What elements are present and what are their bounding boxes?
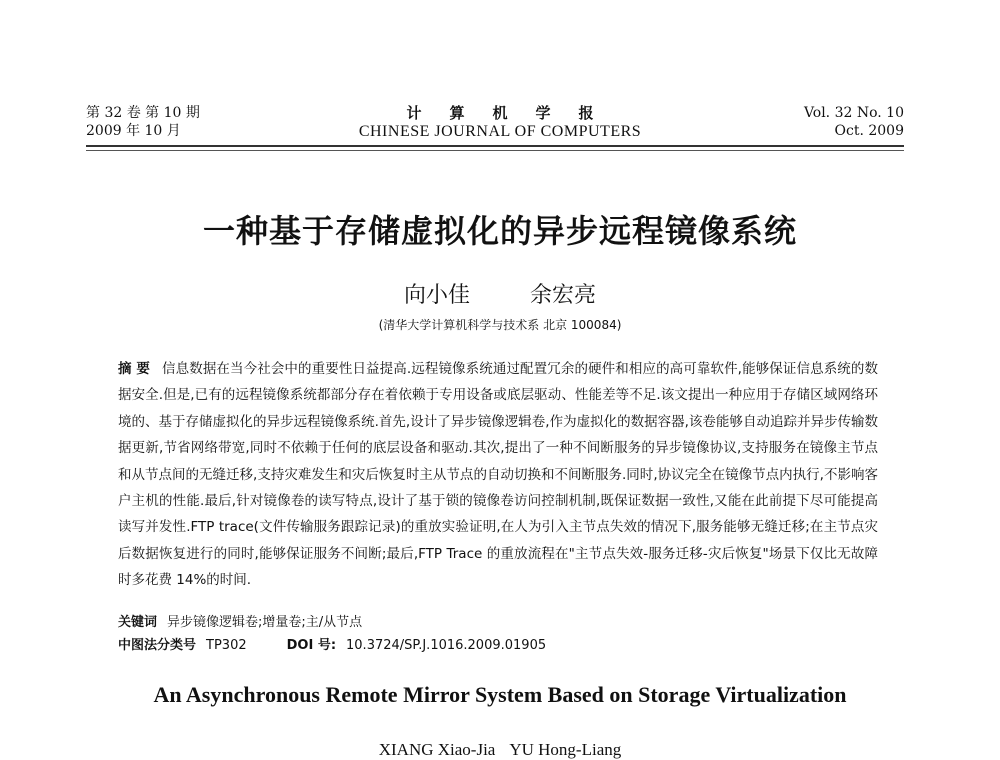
authors-en [0,740,1000,760]
header-rule-thin [86,150,904,151]
keywords [118,612,878,634]
date-cn: 2009 年 10 月 [86,123,181,139]
author-name-en: XIANG Xiao-Jia [378,740,496,759]
volume-issue-cn: 第 32 卷 第 10 期 [86,105,200,121]
classification [118,635,878,657]
classification-value: TP302 [206,638,247,653]
abstract-text: 信息数据在当今社会中的重要性日益提高.远程镜像系统通过配置冗余的硬件和相应的高可靠软件,能够保证信息系统的数据安全.但是,已有的远程镜像系统都部分存在着依赖于专用设备或底层驱动、性能差等不足.该文提出一种应用于存储区域网络环境的、基于存储虚拟化的异步远程镜像系统.首先,设计了异步镜像逻辑卷,作为虚拟化的数据容器,该卷能够自动追踪并异步传输数据更新,节省网络带宽,同时不依赖于任何的底层设备和驱动.其次,提出了一种不间断服务的异步镜像协议,支持服务在镜像主节点和从节点间的无缝迁移,支持灾难发生和灾后恢复时主从节点的自动切换和不间断服务.同时,协议完全在镜像节点内执行,不影响客户主机的性能.最后,针对镜像卷的读写特点,设计了基于锁的镜像卷访问控制机制,既保证数据一致性,又能在此前提下尽可能提高读写并发性.FTP trace(文件传输服务跟踪记录)的重放实验证明,在人为引入主节点失效的情况下,服务能够无缝迁移;在主节点灾后数据恢复进行的同时,能够保证服务不间断;最后,FTP Trace 的重放流程在"主节点失效-服务迁移-灾后恢复"场景下仅比无故障时多花费 14%的时间. [118,361,878,589]
keywords-label: 关键词 [118,615,158,630]
keywords-text: 异步镜像逻辑卷;增量卷;主/从节点 [167,615,363,630]
author-name-en: YU Hong-Liang [509,740,622,759]
doi [287,638,547,653]
authors-cn [0,278,1000,309]
issue-info-en [804,104,904,140]
affiliation-cn: (清华大学计算机科学与技术系 北京 100084) [378,318,622,332]
doi-label: DOI 号: [286,638,337,653]
abstract-cn [118,356,878,594]
author-name: 向小佳 [403,283,470,308]
abstract-label: 摘 要 [118,361,151,377]
paper-title-en: An Asynchronous Remote Mirror System Based on Storage Virtualization [153,682,847,707]
date-en: Oct. 2009 [834,123,904,139]
journal-name-cn: 计算机学报 [406,104,622,122]
author-name: 余宏亮 [530,283,597,308]
volume-issue-en: Vol. 32 No. 10 [803,105,904,121]
paper-title-cn: 一种基于存储虚拟化的异步远程镜像系统 [202,212,797,250]
header-rule-thick [86,145,904,147]
classification-label: 中图法分类号 [118,638,197,653]
doi-value: 10.3724/SP.J.1016.2009.01905 [346,638,547,653]
journal-name-en: CHINESE JOURNAL OF COMPUTERS [358,123,642,140]
